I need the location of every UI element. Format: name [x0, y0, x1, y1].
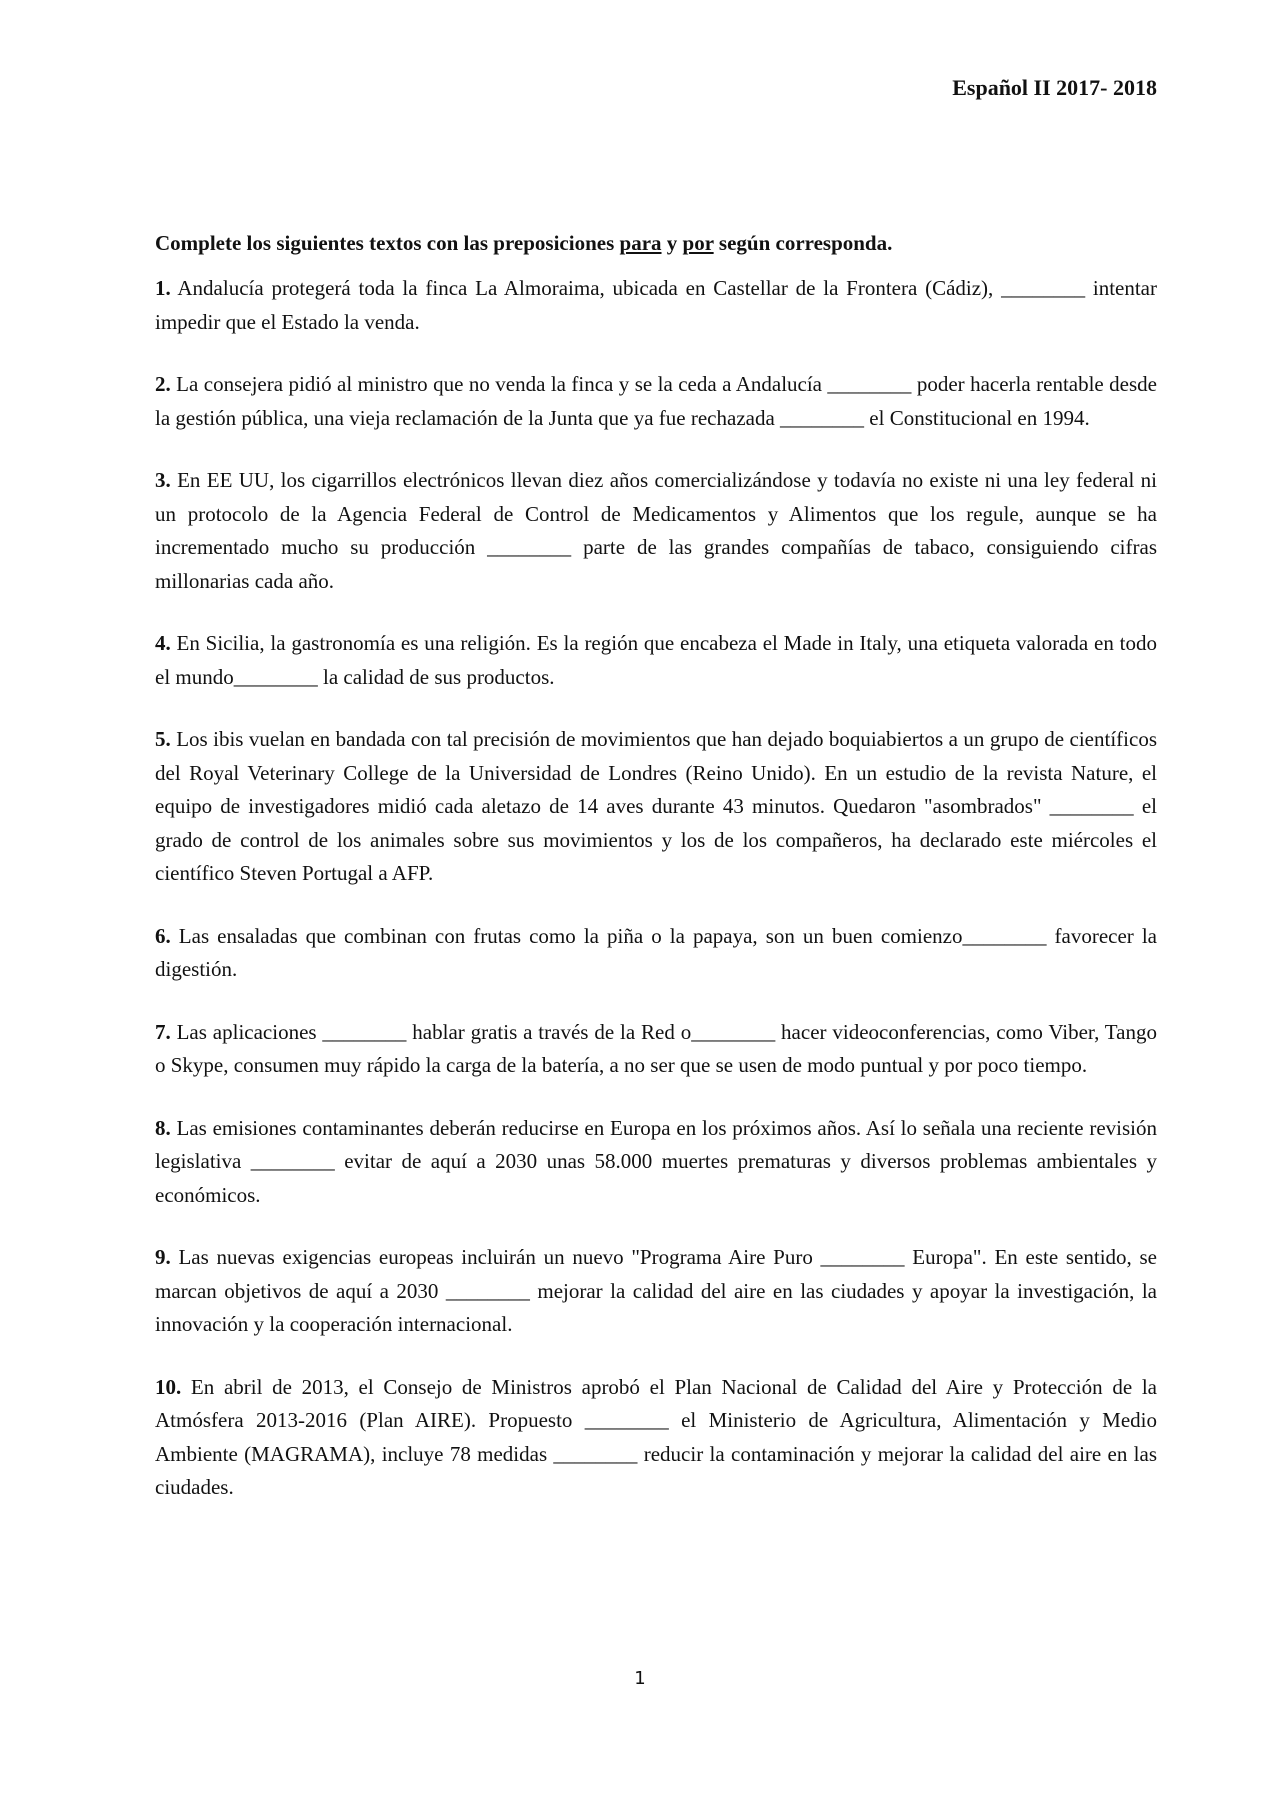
- exercise-number: 3.: [155, 468, 171, 492]
- exercise-text: Las nuevas exigencias europeas incluirán un nuevo "Programa Aire Puro ________ Europa". En este sentido, se marcan objetivos de aquí a 2030 ________ mejorar la calidad del aire en las ciudades y apoyar la investigación, la innovación y la cooperación internacional.: [155, 1245, 1157, 1336]
- exercise-text: En EE UU, los cigarrillos electrónicos llevan diez años comercializándose y todavía no existe ni una ley federal ni un protocolo de la Agencia Federal de Control de Medicamentos y Alimentos que los regule, aunque se ha incrementado mucho su producción ________ parte de las grandes compañías de tabaco, consiguiendo cifras millonarias cada año.: [155, 468, 1157, 593]
- instructions-text-2: según corresponda.: [713, 231, 893, 255]
- exercise-text: Las ensaladas que combinan con frutas como la piña o la papaya, son un buen comienzo________ favorecer la digestión.: [155, 923, 1157, 981]
- page-number: 1: [634, 1668, 646, 1689]
- exercise-4: [155, 627, 1157, 694]
- exercise-3: [155, 464, 1157, 598]
- exercise-2: [155, 368, 1157, 435]
- exercise-1: [155, 272, 1157, 339]
- exercise-5: [155, 723, 1157, 891]
- exercise-7: [155, 1016, 1157, 1083]
- exercise-text: Andalucía protegerá toda la finca La Almoraima, ubicada en Castellar de la Frontera (Cádiz), ________ intentar impedir que el Estado la venda.: [155, 276, 1157, 334]
- instructions-para: para: [619, 231, 662, 255]
- exercise-10: [155, 1371, 1157, 1505]
- exercise-number: 10.: [155, 1374, 182, 1399]
- exercise-6: [155, 920, 1157, 987]
- exercise-number: 5.: [155, 727, 171, 751]
- exercise-9: [155, 1241, 1157, 1342]
- exercise-number: 9.: [155, 1245, 171, 1269]
- instructions: [155, 226, 1157, 260]
- exercise-text: La consejera pidió al ministro que no venda la finca y se la ceda a Andalucía ________ poder hacerla rentable desde la gestión pública, una vieja reclamación de la Junta que ya fue rechazada ________ el Constitucional en 1994.: [155, 372, 1157, 430]
- exercise-text: En abril de 2013, el Consejo de Ministros aprobó el Plan Nacional de Calidad del Aire y Protección de la Atmósfera 2013-2016 (Plan AIRE). Propuesto ________ el Ministerio de Agricultura, Alimentación y Medio Ambiente (MAGRAMA), incluye 78 medidas ________ reducir la contaminación y mejorar la calidad del aire en las ciudades.: [155, 1374, 1157, 1499]
- exercise-text: En Sicilia, la gastronomía es una religión. Es la región que encabeza el Made in Italy, una etiqueta valorada en todo el mundo________ la calidad de sus productos.: [155, 631, 1157, 689]
- exercise-number: 8.: [155, 1115, 171, 1140]
- course-header: Español II 2017- 2018: [952, 75, 1157, 100]
- exercise-number: 1.: [155, 276, 171, 300]
- instructions-and: y: [661, 231, 683, 255]
- instructions-por: por: [682, 231, 714, 255]
- exercise-number: 2.: [155, 372, 171, 396]
- exercise-number: 6.: [155, 923, 171, 948]
- exercise-text: Los ibis vuelan en bandada con tal precisión de movimientos que han dejado boquiabiertos a un grupo de científicos del Royal Veterinary College de la Universidad de Londres (Reino Unido). En un estudio de la revista Nature, el equipo de investigadores midió cada aletazo de 14 aves durante 43 minutos. Quedaron "asombrados" ________ el grado de control de los animales sobre sus movimientos y los de los compañeros, ha declarado este miércoles el científico Steven Portugal a AFP.: [155, 727, 1157, 885]
- exercise-text: Las aplicaciones ________ hablar gratis a través de la Red o________ hacer videoconferencias, como Viber, Tango o Skype, consumen muy rápido la carga de la batería, a no ser que se usen de modo puntual y por poco tiempo.: [155, 1019, 1157, 1077]
- exercise-8: [155, 1112, 1157, 1213]
- exercise-text: Las emisiones contaminantes deberán reducirse en Europa en los próximos años. Así lo señala una reciente revisión legislativa ________ evitar de aquí a 2030 unas 58.000 muertes prematuras y diversos problemas ambientales y económicos.: [155, 1115, 1157, 1207]
- exercise-number: 4.: [155, 631, 171, 655]
- worksheet-body: [155, 226, 1157, 1534]
- instructions-text-1: Complete los siguientes textos con las preposiciones: [155, 231, 620, 255]
- exercise-number: 7.: [155, 1019, 171, 1044]
